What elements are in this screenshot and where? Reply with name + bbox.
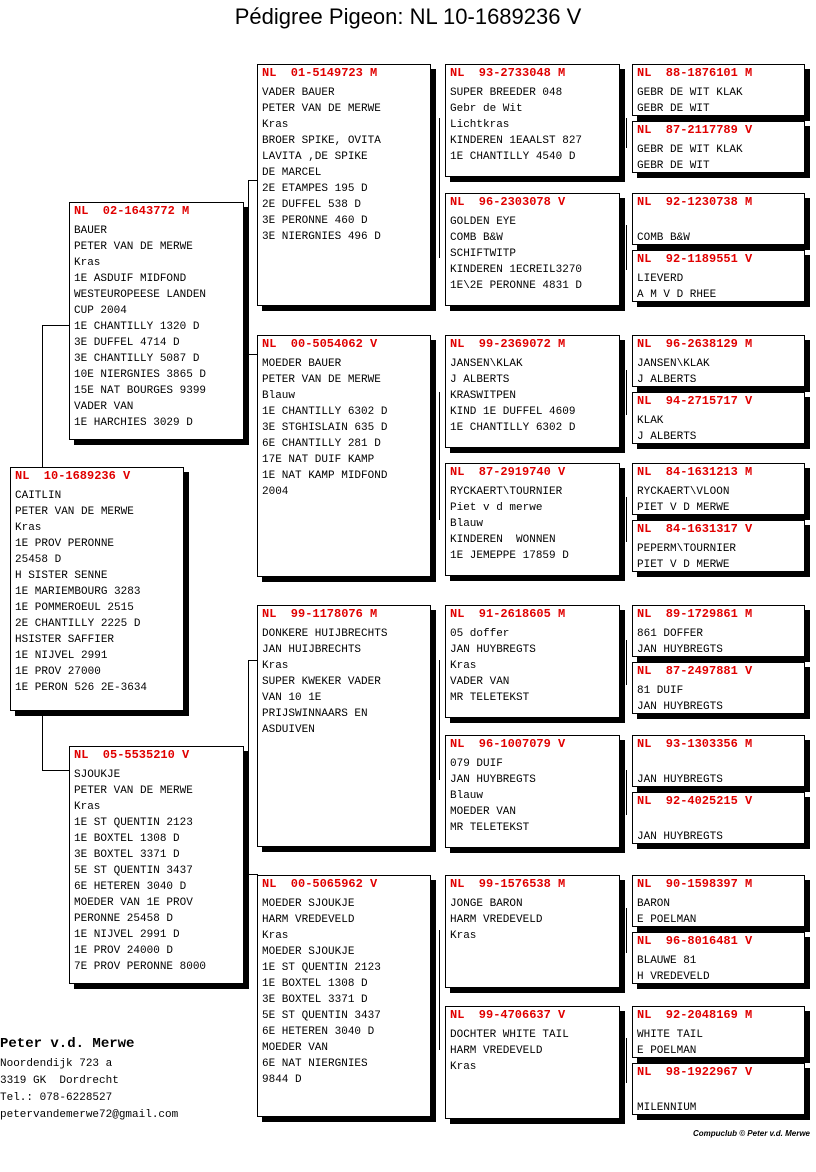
pedigree-line: CAITLIN [15,490,62,502]
pigeon-card-mother-father [257,605,431,847]
pedigree-line: RYCKAERT\TOURNIER [450,486,563,498]
pedigree-line: KINDEREN 1ECREIL3270 [450,264,583,276]
ring-number: NL 00-5065962 V [262,877,378,891]
pedigree-line: 1E\2E PERONNE 4831 D [450,280,583,292]
pedigree-line: WESTEUROPEESE LANDEN [74,289,207,301]
pigeon-card-father [69,202,244,440]
ring-number: NL 96-1007079 V [450,737,566,751]
pigeon-card-gen5 [632,64,805,116]
pedigree-line: 17E NAT DUIF KAMP [262,454,375,466]
pedigree-line: 6E NAT NIERGNIES [262,1058,368,1070]
pedigree-line: MR TELETEKST [450,692,530,704]
pedigree-line: MOEDER SJOUKJE [262,946,355,958]
ring-number: NL 84-1631213 M [637,465,753,479]
ring-number: NL 91-2618605 M [450,607,566,621]
owner-phone: Tel.: 078-6228527 [0,1092,113,1104]
pedigree-line: 1E CHANTILLY 6302 D [450,422,576,434]
pedigree-line: 3E BOXTEL 3371 D [74,849,180,861]
pedigree-line: 1E CHANTILLY 6302 D [262,406,388,418]
pedigree-line: LAVITA ,DE SPIKE [262,151,368,163]
ring-number: NL 99-1178076 M [262,607,378,621]
connector-line [439,930,440,1050]
pedigree-line: 1E PROV PERONNE [15,538,115,550]
pigeon-card-gen5 [632,662,805,714]
pigeon-card-mm-mother [445,1006,620,1119]
pedigree-line: BROER SPIKE, OVITA [262,135,381,147]
ring-number: NL 87-2117789 V [637,123,753,137]
ring-number: NL 92-4025215 V [637,794,753,808]
ring-number: NL 99-4706637 V [450,1008,566,1022]
owner-postal-city: 3319 GK Dordrecht [0,1075,119,1087]
pedigree-line [637,813,800,829]
pedigree-line: 1E MARIEMBOURG 3283 [15,586,141,598]
pedigree-line: MR TELETEKST [450,822,530,834]
pedigree-line: BAUER [74,225,108,237]
pigeon-card-gen5 [632,605,805,657]
pedigree-line: Kras [262,119,289,131]
pedigree-line: Blauw [262,390,296,402]
owner-info [0,1034,178,1124]
pedigree-line: 2E CHANTILLY 2225 D [15,618,141,630]
pedigree-line: Blauw [450,790,484,802]
pedigree-line: 1E PROV 24000 D [74,945,174,957]
pigeon-card-gen5 [632,193,805,245]
pedigree-line: E POELMAN [637,914,697,926]
pedigree-line: 1E CHANTILLY 1320 D [74,321,200,333]
connector-line [439,118,440,258]
connector-line [626,770,627,815]
pigeon-card-mother-mother [257,875,431,1117]
ring-number: NL 98-1922967 V [637,1065,753,1079]
pedigree-line: JAN HUYBREGTS [637,831,723,843]
pigeon-card-gen5 [632,392,805,444]
ring-number: NL 87-2919740 V [450,465,566,479]
pigeon-card-gen5 [632,792,805,844]
pedigree-line: PETER VAN DE MERWE [74,241,193,253]
connector-line [626,370,627,415]
pedigree-line: JAN HUYBREGTS [637,644,723,656]
pedigree-line: Kras [74,801,101,813]
pedigree-line: CUP 2004 [74,305,127,317]
pedigree-line: MOEDER VAN 1E PROV [74,897,193,909]
pedigree-line: COMB B&W [450,232,503,244]
pigeon-card-gen5 [632,932,805,984]
connector-line [439,392,440,520]
pedigree-line: Gebr de Wit [450,103,523,115]
pedigree-line: H SISTER SENNE [15,570,108,582]
pedigree-line: 1E PROV 27000 [15,666,101,678]
pedigree-line: SJOUKJE [74,769,121,781]
pigeon-card-gen5 [632,1063,805,1115]
pedigree-line: DE MARCEL [262,167,322,179]
pigeon-card-gen5 [632,335,805,387]
pigeon-card-fm-father [445,335,620,448]
pigeon-card-ff-father [445,64,620,177]
pedigree-line: COMB B&W [637,232,690,244]
pedigree-line: PERONNE 25458 D [74,913,174,925]
ring-number: NL 96-8016481 V [637,934,753,948]
connector-line [42,325,43,468]
pedigree-line: 81 DUIF [637,685,684,697]
pedigree-line: VADER BAUER [262,87,335,99]
pedigree-line: Kras [15,522,42,534]
pedigree-line: VADER VAN [74,401,134,413]
pedigree-line: H VREDEVELD [637,971,710,983]
ring-number: NL 93-1303356 M [637,737,753,751]
pedigree-line: 10E NIERGNIES 3865 D [74,369,207,381]
ring-number: NL 92-1189551 V [637,252,753,266]
pedigree-line: RYCKAERT\VLOON [637,486,730,498]
pedigree-line: DOCHTER WHITE TAIL [450,1029,569,1041]
pedigree-line: PETER VAN DE MERWE [262,374,381,386]
ring-number: NL 01-5149723 M [262,66,378,80]
pigeon-card-gen5 [632,875,805,927]
pedigree-line: KINDEREN WONNEN [450,534,556,546]
ring-number: NL 89-1729861 M [637,607,753,621]
pedigree-line: KIND 1E DUFFEL 4609 [450,406,576,418]
pedigree-line: 1E JEMEPPE 17859 D [450,550,569,562]
connector-line [42,770,70,771]
connector-line [42,325,70,326]
ring-number: NL 88-1876101 M [637,66,753,80]
pedigree-line: 15E NAT BOURGES 9399 [74,385,207,397]
pedigree-line: PRIJSWINNAARS EN [262,708,368,720]
pedigree-line: 1E BOXTEL 1308 D [262,978,368,990]
ring-number: NL 96-2638129 M [637,337,753,351]
pigeon-card-gen5 [632,1006,805,1058]
pedigree-line: JANSEN\KLAK [450,358,523,370]
pedigree-line: 1E HARCHIES 3029 D [74,417,193,429]
pigeon-card-father-father [257,64,431,306]
pedigree-line: 1E NIJVEL 2991 D [74,929,180,941]
pedigree-line: 1E ASDUIF MIDFOND [74,273,187,285]
pedigree-line: 1E BOXTEL 1308 D [74,833,180,845]
pigeon-card-fm-mother [445,463,620,576]
pedigree-line: JONGE BARON [450,898,523,910]
pedigree-line: JAN HUYBREGTS [637,774,723,786]
pigeon-card-mm-father [445,875,620,988]
pedigree-line: 6E HETEREN 3040 D [262,1026,375,1038]
pigeon-card-subject [10,467,184,711]
pedigree-line: KINDEREN 1EAALST 827 [450,135,583,147]
connector-line [626,908,627,953]
pedigree-line: Blauw [450,518,484,530]
ring-number: NL 10-1689236 V [15,469,131,483]
pedigree-line: MOEDER VAN [262,1042,329,1054]
connector-line [626,118,627,148]
pedigree-line: 3E NIERGNIES 496 D [262,231,381,243]
pedigree-line: JAN HUYBREGTS [450,774,536,786]
pedigree-line: PETER VAN DE MERWE [74,785,193,797]
pedigree-line: SUPER BREEDER 048 [450,87,563,99]
pedigree-line: GEBR DE WIT KLAK [637,87,743,99]
pedigree-line: PIET V D MERWE [637,559,730,571]
pedigree-line: A M V D RHEE [637,289,717,301]
connector-line [626,640,627,685]
pedigree-line: 1E NIJVEL 2991 [15,650,108,662]
pedigree-line: Piet v d merwe [450,502,543,514]
pedigree-line: 6E CHANTILLY 281 D [262,438,381,450]
ring-number: NL 99-1576538 M [450,877,566,891]
pedigree-line: J ALBERTS [637,374,697,386]
pedigree-line: 5E ST QUENTIN 3437 [262,1010,381,1022]
pedigree-line: 3E STGHISLAIN 635 D [262,422,388,434]
pedigree-line: JAN HUYBREGTS [450,644,536,656]
pedigree-line: GEBR DE WIT [637,160,710,172]
pedigree-line: MOEDER BAUER [262,358,342,370]
pedigree-line: GEBR DE WIT [637,103,710,115]
pedigree-line: ASDUIVEN [262,724,315,736]
pedigree-line: Kras [262,660,289,672]
connector-line [626,225,627,270]
pedigree-line: HSISTER SAFFIER [15,634,115,646]
connector-line [626,497,627,542]
pedigree-line: LIEVERD [637,273,684,285]
pedigree-line: J ALBERTS [450,374,510,386]
pedigree-line: 1E POMMEROEUL 2515 [15,602,134,614]
owner-address-line: Noordendijk 723 a [0,1058,113,1070]
pigeon-card-gen5 [632,735,805,787]
pedigree-line: MOEDER SJOUKJE [262,898,355,910]
pedigree-line: PETER VAN DE MERWE [262,103,381,115]
software-credit: Compuclub © Peter v.d. Merwe [692,1129,810,1138]
pedigree-line: JAN HUIJBRECHTS [262,644,362,656]
pedigree-line: Lichtkras [450,119,510,131]
pedigree-line: 1E ST QUENTIN 2123 [262,962,381,974]
pigeon-card-gen5 [632,250,805,302]
connector-line [626,1038,627,1083]
connector-line [42,711,43,770]
pedigree-line: BLAUWE 81 [637,955,697,967]
ring-number: NL 96-2303078 V [450,195,566,209]
ring-number: NL 02-1643772 M [74,204,190,218]
pedigree-line: VADER VAN [450,676,510,688]
pedigree-line: JAN HUYBREGTS [637,701,723,713]
pedigree-line: 3E BOXTEL 3371 D [262,994,368,1006]
owner-name: Peter v.d. Merwe [0,1036,135,1052]
pigeon-card-gen5 [632,463,805,515]
pedigree-line: 05 doffer [450,628,510,640]
ring-number: NL 92-1230738 M [637,195,753,209]
pedigree-line [637,1084,800,1100]
pedigree-line: KRASWITPEN [450,390,517,402]
pedigree-line: PIET V D MERWE [637,502,730,514]
pedigree-line: GOLDEN EYE [450,216,517,228]
pedigree-line: 6E HETEREN 3040 D [74,881,187,893]
pedigree-line: Kras [74,257,101,269]
ring-number: NL 90-1598397 M [637,877,753,891]
pedigree-line: 1E ST QUENTIN 2123 [74,817,193,829]
connector-line [248,180,249,355]
pedigree-line: J ALBERTS [637,431,697,443]
pedigree-line: 25458 D [15,554,62,566]
pedigree-line: MILENNIUM [637,1102,697,1114]
pedigree-line: E POELMAN [637,1045,697,1057]
pedigree-line: SCHIFTWITP [450,248,517,260]
pedigree-line: 2E ETAMPES 195 D [262,183,368,195]
ring-number: NL 87-2497881 V [637,664,753,678]
pedigree-line: Kras [450,660,477,672]
pigeon-card-ff-mother [445,193,620,306]
pedigree-line: 2E DUFFEL 538 D [262,199,362,211]
pedigree-line [637,214,800,230]
owner-email[interactable]: petervandemerwe72@gmail.com [0,1109,179,1121]
pedigree-line: 9844 D [262,1074,302,1086]
pedigree-line: 1E PERON 526 2E-3634 [15,682,148,694]
pedigree-line: DONKERE HUIJBRECHTS [262,628,388,640]
pedigree-line: 7E PROV PERONNE 8000 [74,961,207,973]
pedigree-line: 3E CHANTILLY 5087 D [74,353,200,365]
connector-line [248,660,249,875]
ring-number: NL 00-5054062 V [262,337,378,351]
pedigree-line: PETER VAN DE MERWE [15,506,134,518]
pedigree-line: 2004 [262,486,289,498]
pedigree-line: VAN 10 1E [262,692,322,704]
ring-number: NL 84-1631317 V [637,522,753,536]
pedigree-line: MOEDER VAN [450,806,517,818]
pedigree-line: JANSEN\KLAK [637,358,710,370]
pedigree-line: 861 DOFFER [637,628,704,640]
pedigree-line: WHITE TAIL [637,1029,704,1041]
pedigree-line [637,756,800,772]
ring-number: NL 94-2715717 V [637,394,753,408]
pedigree-line: HARM VREDEVELD [262,914,355,926]
pedigree-line: SUPER KWEKER VADER [262,676,381,688]
pedigree-line: BARON [637,898,671,910]
pigeon-card-mf-mother [445,735,620,848]
pedigree-line: KLAK [637,415,664,427]
ring-number: NL 93-2733048 M [450,66,566,80]
pigeon-card-gen5 [632,121,805,173]
pedigree-line: 079 DUIF [450,758,503,770]
pigeon-card-mother [69,746,244,984]
pedigree-line: 3E DUFFEL 4714 D [74,337,180,349]
connector-line [439,660,440,780]
pedigree-line: Kras [450,930,477,942]
pedigree-line: 5E ST QUENTIN 3437 [74,865,193,877]
ring-number: NL 92-2048169 M [637,1008,753,1022]
pigeon-card-father-mother [257,335,431,577]
ring-number: NL 05-5535210 V [74,748,190,762]
pedigree-line: HARM VREDEVELD [450,1045,543,1057]
pedigree-line: Kras [450,1061,477,1073]
ring-number: NL 99-2369072 M [450,337,566,351]
pedigree-line: 3E PERONNE 460 D [262,215,368,227]
pedigree-line: HARM VREDEVELD [450,914,543,926]
pedigree-line: GEBR DE WIT KLAK [637,144,743,156]
pigeon-card-mf-father [445,605,620,718]
pedigree-line: 1E CHANTILLY 4540 D [450,151,576,163]
pedigree-line: Kras [262,930,289,942]
pedigree-line: PEPERM\TOURNIER [637,543,737,555]
page-title: Pédigree Pigeon: NL 10-1689236 V [234,4,582,29]
pedigree-line: 1E NAT KAMP MIDFOND [262,470,388,482]
pigeon-card-gen5 [632,520,805,572]
